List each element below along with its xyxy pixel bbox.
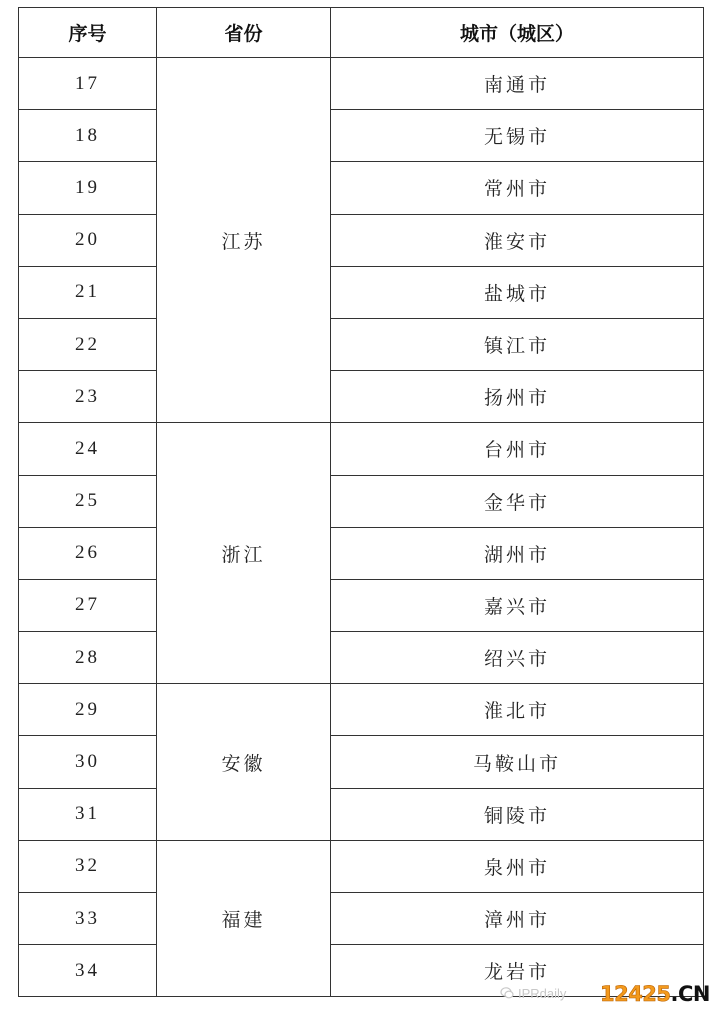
table-row: [19, 579, 704, 631]
province-cell: 浙江: [157, 423, 331, 684]
city-cell: 金华市: [331, 475, 704, 527]
serial-number-cell: 24: [19, 423, 157, 475]
province-cell: 福建: [157, 840, 331, 997]
serial-number-cell: 17: [19, 58, 157, 110]
watermark-logo-number: 12425: [599, 982, 671, 1006]
watermark-faded-text: IPRdaily: [517, 986, 567, 1001]
city-cell: 镇江市: [331, 318, 704, 370]
table-row: [19, 684, 704, 736]
city-cell: 嘉兴市: [331, 579, 704, 631]
city-cell: 泉州市: [331, 840, 704, 892]
table-header-row: [19, 8, 704, 58]
serial-number-cell: 30: [19, 736, 157, 788]
serial-number-cell: 22: [19, 318, 157, 370]
serial-number-cell: 19: [19, 162, 157, 214]
city-cell: 南通市: [331, 58, 704, 110]
city-cell: 湖州市: [331, 527, 704, 579]
table-row: [19, 110, 704, 162]
serial-number-cell: 26: [19, 527, 157, 579]
serial-number-cell: 29: [19, 684, 157, 736]
serial-number-cell: 28: [19, 632, 157, 684]
city-cell: 淮北市: [331, 684, 704, 736]
serial-number-cell: 25: [19, 475, 157, 527]
header-serial-number: 序号: [19, 8, 157, 58]
header-city: 城市（城区）: [331, 8, 704, 58]
table-row: [19, 893, 704, 945]
city-cell: 台州市: [331, 423, 704, 475]
city-cell: 龙岩市: [331, 945, 704, 997]
table-row: [19, 162, 704, 214]
table-row: [19, 423, 704, 475]
site-watermark: [517, 980, 710, 1008]
serial-number-cell: 23: [19, 371, 157, 423]
serial-number-cell: 31: [19, 788, 157, 840]
serial-number-cell: 21: [19, 266, 157, 318]
table-row: [19, 475, 704, 527]
serial-number-cell: 33: [19, 893, 157, 945]
city-cell: 盐城市: [331, 266, 704, 318]
province-cell: 江苏: [157, 58, 331, 423]
watermark-logo: [600, 982, 710, 1006]
table-row: [19, 214, 704, 266]
city-cell: 扬州市: [331, 371, 704, 423]
table-row: [19, 788, 704, 840]
city-cell: 铜陵市: [331, 788, 704, 840]
table-row: [19, 58, 704, 110]
wechat-icon: [500, 986, 514, 1000]
table-row: [19, 840, 704, 892]
city-cell: 常州市: [331, 162, 704, 214]
table-row: [19, 527, 704, 579]
serial-number-cell: 34: [19, 945, 157, 997]
serial-number-cell: 32: [19, 840, 157, 892]
city-list-table: [18, 7, 704, 997]
city-cell: 无锡市: [331, 110, 704, 162]
serial-number-cell: 18: [19, 110, 157, 162]
table-row: [19, 371, 704, 423]
city-cell: 马鞍山市: [331, 736, 704, 788]
table-row: [19, 632, 704, 684]
city-cell: 淮安市: [331, 214, 704, 266]
province-cell: 安徽: [157, 684, 331, 841]
serial-number-cell: 20: [19, 214, 157, 266]
table-row: [19, 266, 704, 318]
watermark-logo-suffix: .CN: [670, 982, 710, 1006]
header-province: 省份: [157, 8, 331, 58]
table-row: [19, 318, 704, 370]
table-row: [19, 736, 704, 788]
serial-number-cell: 27: [19, 579, 157, 631]
city-cell: 漳州市: [331, 893, 704, 945]
city-cell: 绍兴市: [331, 632, 704, 684]
